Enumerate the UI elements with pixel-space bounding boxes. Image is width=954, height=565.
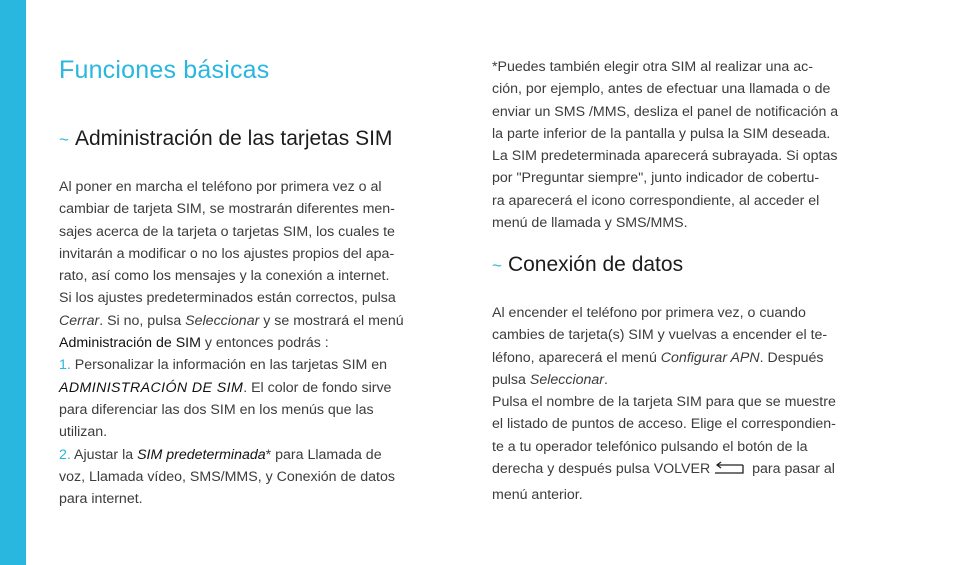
sim-intro-paragraph: [59, 176, 453, 510]
text-line: por "Preguntar siempre", junto indicador de cobertu-: [492, 170, 820, 187]
text-fragment: léfono, aparecerá el menú: [492, 349, 661, 366]
text-line: el listado de puntos de acceso. Elige el correspondien-: [492, 416, 836, 433]
text-fragment: derecha y después pulsa VOLVER: [492, 461, 711, 478]
text-line: [59, 332, 453, 354]
text-line: invitarán a modificar o no los ajustes propios del apa-: [59, 245, 395, 262]
text-fragment: y entonces podrás :: [200, 335, 329, 352]
text-fragment: Ajustar la: [70, 446, 138, 463]
text-fragment: .: [604, 371, 608, 388]
text-line: [492, 347, 886, 369]
text-line: Si los ajustes predeterminados están correctos, pulsa: [59, 290, 396, 307]
step-2-line: [59, 444, 453, 466]
section-heading-sim: [59, 127, 392, 151]
heading-text: Conexión de datos: [507, 253, 684, 276]
step-1-line: [59, 354, 453, 376]
menu-option-seleccionar: Seleccionar: [185, 312, 260, 329]
text-line: voz, Llamada vídeo, SMS/MMS, y Conexión de datos: [59, 468, 395, 485]
text-line: [59, 310, 453, 332]
text-fragment: . Después: [759, 349, 824, 366]
text-fragment: Personalizar la información en las tarjetas SIM en: [70, 357, 388, 374]
menu-ref-configurar-apn: Configurar APN: [660, 349, 760, 366]
page-title: Funciones básicas: [59, 56, 270, 84]
side-accent-bar: [0, 0, 26, 565]
text-line: Al poner en marcha el teléfono por primera vez o al: [59, 179, 382, 195]
menu-option-seleccionar: Seleccionar: [529, 371, 604, 388]
text-line: [492, 458, 886, 484]
step-number: 2.: [59, 446, 71, 463]
heading-text: Administración de las tarjetas SIM: [74, 127, 393, 150]
text-line: te a tu operador telefónico pulsando el botón de la: [492, 438, 808, 455]
text-line: utilizan.: [59, 424, 108, 441]
text-fragment: para pasar al: [748, 461, 835, 478]
menu-ref-admin-sim: ADMINISTRACIÓN DE SIM: [59, 379, 244, 396]
menu-option-cerrar: Cerrar: [59, 312, 100, 329]
text-line: [492, 369, 886, 391]
text-line: La SIM predeterminada aparecerá subrayada. Si optas: [492, 148, 838, 165]
menu-name-admin-sim: Administración de SIM: [59, 335, 201, 352]
text-line: ra aparecerá el icono correspondiente, al acceder el: [492, 192, 820, 209]
sim-note-paragraph: [492, 56, 886, 234]
datos-paragraph: [492, 302, 886, 507]
section-heading-datos: [492, 253, 683, 277]
step-number: 1.: [59, 357, 71, 374]
heading-tilde: ~: [492, 256, 502, 275]
text-fragment: . El color de fondo sirve: [243, 379, 392, 396]
text-line: menú anterior.: [492, 487, 583, 504]
text-line: enviar un SMS /MMS, desliza el panel de notificación a: [492, 103, 839, 120]
text-line: para internet.: [59, 491, 143, 508]
back-arrow-icon: [712, 461, 746, 484]
text-line: Al encender el teléfono por primera vez, o cuando: [492, 305, 806, 321]
text-line: [59, 377, 453, 399]
text-line: sajes acerca de la tarjeta o tarjetas SIM, los cuales te: [59, 223, 395, 240]
text-line: la parte inferior de la pantalla y pulsa la SIM deseada.: [492, 125, 831, 142]
text-fragment: pulsa: [492, 371, 530, 388]
text-fragment: . Si no, pulsa: [99, 312, 186, 329]
menu-ref-sim-predeterminada: SIM predeterminada: [137, 446, 266, 463]
heading-tilde: ~: [59, 130, 69, 149]
text-fragment: * para Llamada de: [265, 446, 382, 463]
text-line: Pulsa el nombre de la tarjeta SIM para que se muestre: [492, 394, 836, 411]
text-line: rato, así como los mensajes y la conexión a internet.: [59, 268, 390, 285]
text-line: ción, por ejemplo, antes de efectuar una llamada o de: [492, 81, 831, 98]
text-line: menú de llamada y SMS/MMS.: [492, 215, 688, 232]
text-line: cambiar de tarjeta SIM, se mostrarán diferentes men-: [59, 201, 395, 218]
text-fragment: y se mostrará el menú: [259, 312, 404, 329]
text-line: para diferenciar las dos SIM en los menús que las: [59, 401, 374, 418]
text-line: cambies de tarjeta(s) SIM y vuelvas a encender el te-: [492, 327, 828, 344]
text-line: *Puedes también elegir otra SIM al realizar una ac-: [492, 59, 813, 75]
